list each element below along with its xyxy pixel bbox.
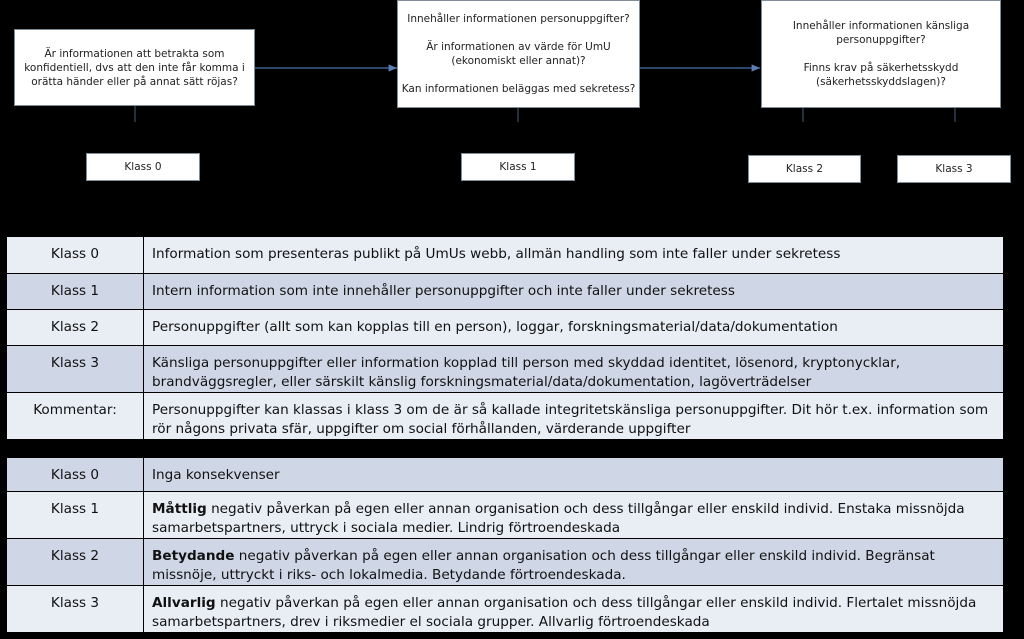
class-box-3-label: Klass 3 bbox=[935, 163, 973, 175]
class-box-1 bbox=[461, 153, 575, 181]
consequence-level: Betydande bbox=[152, 548, 235, 564]
consequence-row-label: Klass 2 bbox=[7, 539, 144, 586]
consequence-row-text bbox=[144, 586, 1004, 633]
consequence-description: negativ påverkan på egen eller annan organisation och dess tillgångar eller enskild individ. Begränsat missnöje, uttryckt i riks- och lokalmedia. Betydande förtroendeskada. bbox=[152, 548, 935, 583]
definition-row bbox=[7, 237, 1004, 274]
question-1-text: Innehåller informationen personuppgifter? Är informationen av värde för UmU (ekonomiskt eller annat)? Kan informationen beläggas med sekretess? bbox=[401, 13, 636, 95]
question-0-text: Är informationen att betrakta som konfidentiell, dvs att den inte får komma i orätta händer eller på annat sätt röjas? bbox=[24, 47, 245, 88]
consequence-row bbox=[7, 492, 1004, 539]
definition-row-label: Klass 1 bbox=[7, 274, 144, 310]
class-box-2 bbox=[748, 155, 861, 183]
definition-row bbox=[7, 310, 1004, 346]
consequence-level: Allvarlig bbox=[152, 595, 216, 611]
definition-row bbox=[7, 274, 1004, 310]
definition-row-comment bbox=[7, 393, 1004, 440]
consequence-level: Måttlig bbox=[152, 501, 207, 517]
consequence-row-label: Klass 1 bbox=[7, 492, 144, 539]
consequence-row-text bbox=[144, 539, 1004, 586]
class-box-0-label: Klass 0 bbox=[124, 161, 162, 173]
consequence-row bbox=[7, 586, 1004, 633]
consequence-description: negativ påverkan på egen eller annan organisation och dess tillgångar eller enskild individ. Enstaka missnöjda samarbetspartners, uttryck i sociala medier. Lindrig förtroendeskada bbox=[152, 501, 965, 536]
consequence-row-label: Klass 0 bbox=[7, 458, 144, 492]
definition-row-label: Klass 2 bbox=[7, 310, 144, 346]
class-box-0 bbox=[86, 153, 200, 181]
consequence-description: negativ påverkan på egen eller annan organisation och dess tillgångar eller enskild individ. Flertalet missnöjda samarbetspartners, drev i riksmedier el sociala grupper. Allvarlig förtroendeskada bbox=[152, 595, 977, 630]
consequence-row-label: Klass 3 bbox=[7, 586, 144, 633]
consequence-row bbox=[7, 458, 1004, 492]
question-box-0 bbox=[14, 29, 255, 106]
definition-row-label: Kommentar: bbox=[7, 393, 144, 440]
definition-row-text: Personuppgifter kan klassas i klass 3 om de är så kallade integritetskänsliga personuppgifter. Dit hör t.ex. information som rör någons privata sfär, uppgifter om social förhållanden, värderande uppgifter bbox=[144, 393, 1004, 440]
definition-row bbox=[7, 346, 1004, 393]
consequence-table bbox=[6, 457, 1004, 633]
consequence-row-text bbox=[144, 492, 1004, 539]
class-box-1-label: Klass 1 bbox=[499, 161, 537, 173]
definition-row-label: Klass 3 bbox=[7, 346, 144, 393]
class-box-2-label: Klass 2 bbox=[785, 163, 824, 175]
definition-row-text: Känsliga personuppgifter eller information kopplad till person med skyddad identitet, lösenord, kryptonycklar, brandväggsregler, eller särskilt känslig forskningsmaterial/data/dokumentation, lagöverträdelser bbox=[144, 346, 1004, 393]
class-box-3 bbox=[897, 155, 1011, 183]
question-box-2 bbox=[761, 0, 1001, 108]
question-2-text: Innehåller informationen känsliga personuppgifter? Finns krav på säkerhetsskydd (säkerhetsskyddslagen)? bbox=[792, 20, 970, 88]
definition-row-text: Intern information som inte innehåller personuppgifter och inte faller under sekretess bbox=[144, 274, 1004, 310]
definition-row-label: Klass 0 bbox=[7, 237, 144, 274]
consequence-row-text bbox=[144, 458, 1004, 492]
definition-row-text: Personuppgifter (allt som kan kopplas till en person), loggar, forskningsmaterial/data/dokumentation bbox=[144, 310, 1004, 346]
question-box-1 bbox=[397, 0, 640, 108]
consequence-row bbox=[7, 539, 1004, 586]
definition-row-text: Information som presenteras publikt på UmUs webb, allmän handling som inte faller under sekretess bbox=[144, 237, 1004, 274]
consequence-description: Inga konsekvenser bbox=[152, 467, 280, 483]
class-definition-table bbox=[6, 236, 1004, 440]
